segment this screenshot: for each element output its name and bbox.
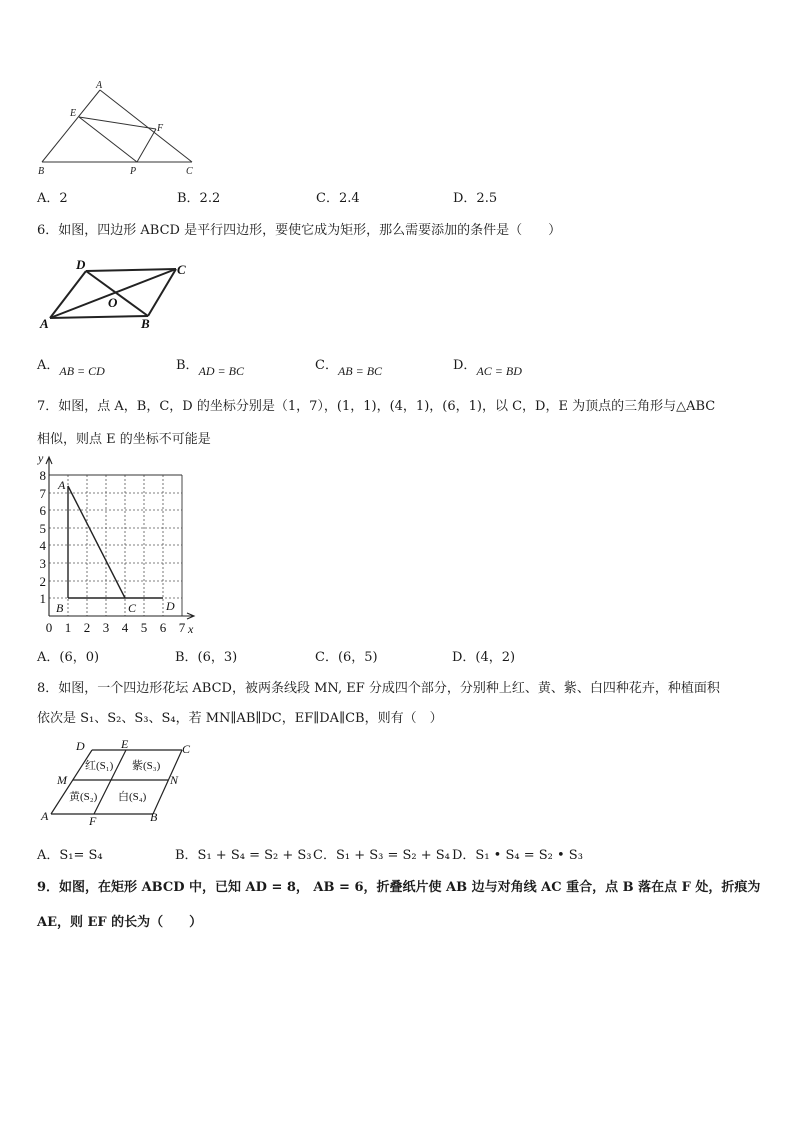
q5-option-d[interactable]: D．2.5 xyxy=(453,191,498,206)
q9-stem-line2: AE，则 EF 的长为（ ） xyxy=(37,915,203,930)
q7-point-label-a: A xyxy=(58,478,66,492)
q6-option-c[interactable] xyxy=(315,354,383,378)
q6-label-b: B xyxy=(141,316,150,331)
q7-x-tick: 6 xyxy=(159,620,167,635)
q7-y-tick: 3 xyxy=(39,556,46,571)
q7-x-tick: 5 xyxy=(140,620,148,635)
q7-option-b[interactable]: B．(6，3) xyxy=(175,650,238,665)
q7-y-tick: 7 xyxy=(39,486,46,501)
q5-option-a[interactable]: A．2 xyxy=(37,191,68,206)
q7-coordinate-grid-figure xyxy=(34,452,206,638)
q5-option-c[interactable]: C．2.4 xyxy=(316,191,360,206)
q7-y-tick: 8 xyxy=(39,468,46,483)
q8-label-f: F xyxy=(89,814,97,828)
q6-parallelogram-figure xyxy=(36,256,196,332)
q6-option-a[interactable] xyxy=(37,354,105,378)
q8-stem-line1: 8．如图，一个四边形花坛 ABCD，被两条线段 MN, EF 分成四个部分，分别种上红、黄、紫、白四种花卉，种植面积 xyxy=(37,681,720,696)
q7-option-a[interactable]: A．(6，0) xyxy=(37,650,100,665)
q5-label-a: A xyxy=(96,80,103,91)
q6-label-d: D xyxy=(76,257,86,272)
q5-option-b[interactable]: B．2.2 xyxy=(177,191,221,206)
q9-stem-line1: 9．如图，在矩形 ABCD 中，已知 AD = 8， AB = 6，折叠纸片使 AB 边与对角线 AC 重合，点 B 落在点 F 处，折痕为 xyxy=(37,880,761,895)
q8-label-b: B xyxy=(150,810,158,824)
q8-option-d[interactable]: D．S₁ • S₄ = S₂ • S₃ xyxy=(452,848,583,863)
q8-label-a: A xyxy=(41,809,49,823)
q7-x-tick: 7 xyxy=(178,620,186,635)
q8-region-white: 白(S₄) xyxy=(118,791,147,803)
q6-stem: 6．如图，四边形 ABCD 是平行四边形，要使它成为矩形，那么需要添加的条件是（ ） xyxy=(37,223,562,238)
q8-label-c: C xyxy=(182,742,191,756)
q5-label-e: E xyxy=(70,108,77,119)
q6-option-b-expr: AD = BC xyxy=(198,364,244,378)
q7-y-tick: 6 xyxy=(39,503,46,518)
q7-y-tick: 5 xyxy=(39,521,46,536)
q5-label-b: B xyxy=(38,166,45,177)
q8-label-n: N xyxy=(170,773,179,787)
q5-label-p: P xyxy=(130,166,137,177)
q6-label-o: O xyxy=(108,295,118,310)
q6-option-b-letter: B． xyxy=(176,358,199,373)
q7-option-c[interactable]: C．(6，5) xyxy=(315,650,378,665)
q8-option-c[interactable]: C．S₁ + S₃ = S₂ + S₄ xyxy=(313,848,450,863)
q7-stem-line2: 相似，则点 E 的坐标不可能是 xyxy=(37,432,211,447)
q8-label-d: D xyxy=(76,739,85,753)
q5-label-c: C xyxy=(186,166,193,177)
q6-option-a-expr: AB = CD xyxy=(59,364,105,378)
q7-x-tick: 3 xyxy=(102,620,110,635)
q8-option-b[interactable]: B．S₁ + S₄ = S₂ + S₃ xyxy=(175,848,312,863)
q7-x-tick: 0 xyxy=(45,620,53,635)
q6-label-c: C xyxy=(177,262,186,277)
q7-y-tick: 2 xyxy=(39,574,46,589)
q6-option-a-letter: A． xyxy=(37,358,60,373)
q7-y-tick: 1 xyxy=(39,591,46,606)
q7-option-d[interactable]: D．(4，2) xyxy=(452,650,516,665)
q6-option-d-expr: AC = BD xyxy=(476,364,522,378)
q8-region-yellow: 黄(S₂) xyxy=(69,791,98,803)
q7-y-tick: 4 xyxy=(39,538,46,553)
q7-stem-line1: 7．如图，点 A，B，C，D 的坐标分别是（1，7），(1，1)，(4，1)，(6，1)，以 C，D，E 为顶点的三角形与△ABC xyxy=(37,399,716,414)
q5-triangle-figure xyxy=(34,80,204,178)
q8-region-red: 红(S₁) xyxy=(85,760,114,772)
q6-label-a: A xyxy=(40,316,49,331)
q7-point-label-b: B xyxy=(56,601,64,615)
q7-x-tick: 1 xyxy=(64,620,72,635)
q8-stem-line2: 依次是 S₁、S₂、S₃、S₄，若 MN∥AB∥DC，EF∥DA∥CB，则有（ ） xyxy=(37,711,443,726)
q8-label-m: M xyxy=(57,773,67,787)
q6-option-b[interactable] xyxy=(176,354,244,378)
q8-label-e: E xyxy=(121,737,129,751)
q8-region-purple: 紫(S₃) xyxy=(132,760,161,772)
q7-x-axis-label: x xyxy=(188,622,194,636)
q6-option-c-letter: C． xyxy=(315,358,338,373)
q5-label-f: F xyxy=(157,123,164,134)
q7-point-label-d: D xyxy=(166,599,175,613)
q7-x-tick: 2 xyxy=(83,620,91,635)
q6-option-c-expr: AB = BC xyxy=(337,364,383,378)
q8-flowerbed-figure xyxy=(36,736,202,830)
q6-option-d-letter: D． xyxy=(453,358,477,373)
q7-x-tick: 4 xyxy=(121,620,129,635)
q8-option-a[interactable]: A．S₁= S₄ xyxy=(37,848,103,863)
q6-option-d[interactable] xyxy=(453,354,522,378)
q7-point-label-c: C xyxy=(128,601,137,615)
q7-y-axis-label: y xyxy=(38,452,44,465)
